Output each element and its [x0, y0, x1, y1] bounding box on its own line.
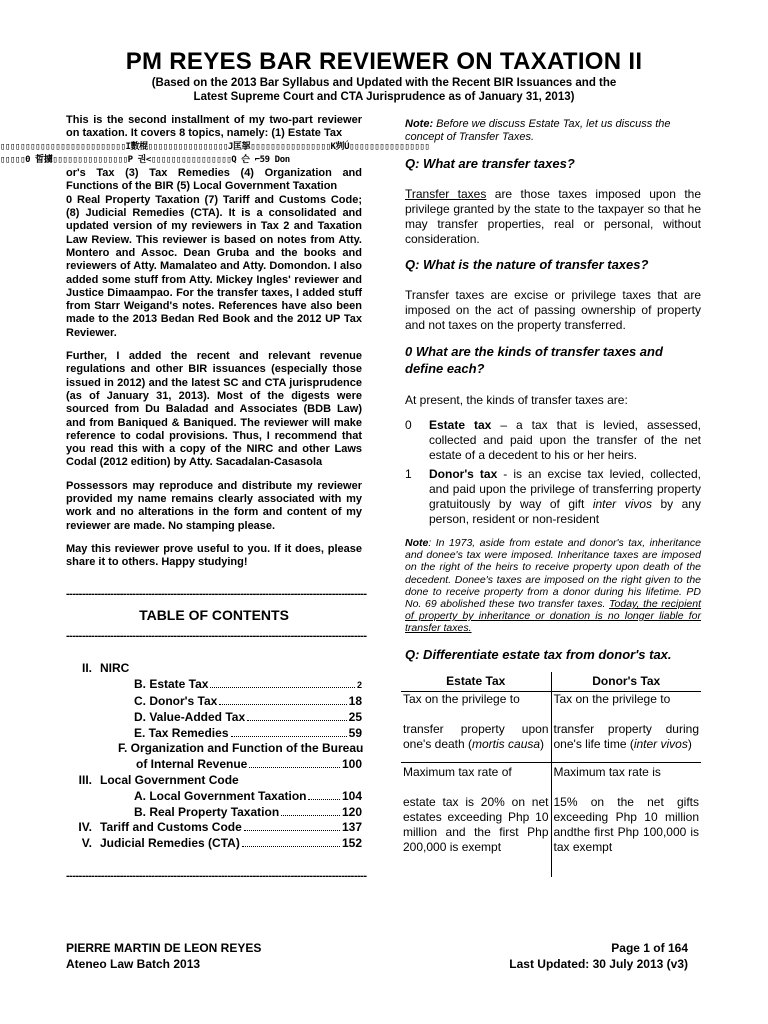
toc-entry-page: 104 [341, 788, 362, 803]
list-item-number: 1 [405, 467, 412, 481]
comparison-table [401, 672, 701, 877]
intro-note [405, 118, 701, 144]
toc-entry-page: 18 [348, 693, 362, 708]
toc-leader-dots [308, 799, 339, 800]
toc-entry [66, 677, 362, 694]
footer-right [509, 940, 688, 972]
cell-line: Maximum tax rate of [403, 764, 512, 779]
toc-entry-number: V. [81, 836, 92, 851]
document-title: PM REYES BAR REVIEWER ON TAXATION II [125, 48, 643, 75]
intro-text-b: or's Tax (3) Tax Remedies (4) Organization and Functions of the BIR (5) Local Government Taxation [66, 167, 362, 193]
list-item-number: 0 [405, 418, 412, 432]
intro-text-c: 0 Real Property Taxation (7) Tariff and Customs Code; (8) Judicial Remedies (CTA). It is a consolidated and updated version of my reviewers in Tax 2 and Taxation Law Review. This reviewer is based on notes from Atty. Montero and Assoc. Dean Gruba and the books and reviewers of Atty. Mamalateo and Atty. Domondon. I also added some stuff from Atty. Mickey Ingles' reviewer and Justice Dimaampao. For the transfer taxes, I added stuff from Starr Weigand's notes. References have also been made to the 2013 Bedan Red Book and the 2012 UP Tax Reviewer. [66, 193, 362, 339]
table-cell [401, 762, 551, 877]
list-item [405, 467, 701, 527]
cell-line [554, 722, 700, 752]
toc-entry [66, 773, 362, 789]
toc-leader-dots [242, 846, 340, 847]
toc-entry-page: 59 [348, 725, 362, 740]
list-item-definition: - is an excise tax levied, collected, and paid upon the privilege of transferring property gratuitously by way of gift [429, 467, 701, 511]
toc-entry-page: 137 [341, 820, 362, 835]
toc-entry-page: 120 [341, 804, 362, 819]
list-item [405, 418, 701, 463]
toc-entry-label: B. Real Property Taxation [134, 804, 280, 819]
toc-entry [66, 694, 362, 710]
toc-entry [66, 789, 362, 805]
toc-entry-label: A. Local Government Taxation [134, 788, 307, 803]
right-column [405, 118, 701, 877]
cell-line: 15% on the net gifts exceeding Php 10 million andthe first Php 100,000 is tax exempt [553, 794, 699, 854]
question-1: Q: What are transfer taxes? [405, 156, 575, 171]
toc-entry-page: 152 [341, 836, 362, 851]
divider-bottom: ----------------------------------------------------------------------------------------------- [66, 869, 367, 882]
toc-entry-label: of Internal Revenue [136, 757, 248, 772]
table-of-contents [66, 661, 362, 852]
toc-leader-dots [249, 767, 340, 768]
subtitle-line-2: Latest Supreme Court and CTA Jurisprudence as of January 31, 2013) [193, 91, 575, 103]
toc-entry-number: IV. [78, 820, 92, 835]
toc-entry-page: 25 [348, 709, 362, 724]
toc-entry [66, 836, 362, 852]
question-2: Q: What is the nature of transfer taxes? [405, 257, 649, 272]
toc-leader-dots [231, 736, 347, 737]
toc-entry-label: F. Organization and Function of the Bureau [118, 741, 364, 756]
toc-entry-page: 2 [356, 680, 362, 691]
sources-paragraph: Further, I added the recent and relevant revenue regulations and other BIR issuances (especially those issued in 2012) and the latest SC and CTA jurisprudence (as of January 31, 2013). Most of the digests were sourced from Du Baladad and Associates (BDB Law) and from Baniqued & Baniqued. The reviewer will make reference to codal provisions. Thus, I recommend that you read this with a copy of the NIRC and other Laws Codal (2012 edition) by Atty. Sacadalan-Casasola [66, 350, 362, 469]
list-item-text [429, 418, 701, 463]
answer-1 [405, 187, 701, 247]
cell-text: transfer property upon one's death ( [403, 721, 549, 751]
footer-author: PIERRE MARTIN DE LEON REYES [66, 941, 262, 955]
footer-page-number: Page 1 of 164 [611, 941, 688, 955]
toc-entry [66, 726, 362, 742]
toc-entry [66, 757, 362, 773]
cell-text: transfer property during one's life time ( [553, 721, 699, 751]
toc-entry-number: II. [81, 661, 92, 676]
footer-batch: Ateneo Law Batch 2013 [66, 957, 201, 971]
table-cell [551, 691, 701, 762]
toc-entry-page: 100 [341, 757, 362, 772]
toc-entry [66, 820, 362, 836]
cell-line: Tax on the privilege to [553, 691, 671, 706]
cell-line: estate tax is 20% on net estates exceeding Php 10 million and the first Php 200,000 is exempt [403, 794, 549, 854]
toc-leader-dots [247, 720, 347, 721]
toc-leader-dots [244, 830, 340, 831]
left-column [0, 114, 430, 883]
table-cell [401, 691, 551, 762]
answer-1-text: are those taxes imposed upon the privilege granted by the state to the taxpayer so that he may transfer properties, real or personal, without consideration. [405, 187, 701, 246]
divider-mid: ----------------------------------------------------------------------------------------------- [66, 630, 367, 643]
history-note [405, 537, 701, 635]
cell-line [403, 722, 549, 752]
toc-entry-label: NIRC [100, 661, 130, 676]
toc-entry-label: Judicial Remedies (CTA) [100, 836, 240, 851]
toc-entry-label: B. Estate Tax [134, 677, 209, 692]
question-3: 0 What are the kinds of transfer taxes and define each? [405, 344, 663, 376]
toc-entry-label: E. Tax Remedies [134, 725, 229, 740]
list-item-text [429, 467, 701, 527]
table-header-row [401, 672, 701, 692]
cell-line: Maximum tax rate is [553, 764, 661, 779]
intro-text-a: This is the second installment of my two-part reviewer on taxation. It covers 8 topics, namely: (1) Estate Tax [66, 114, 362, 140]
history-note-text: : In 1973, aside from estate and donor's tax, inheritance and donee's tax were imposed. Inheritance taxes are imposed on the right of the heirs to receive property upon death of the decedent. Donee's taxes are imposed on the right given to the done to receive property from a donor during his lifetime. PD No. 69 abolished these two transfer taxes. [405, 537, 701, 611]
toc-entry-label: Tariff and Customs Code [100, 820, 242, 835]
footer-left [66, 940, 261, 972]
cell-text: ) [540, 736, 545, 751]
note-text: Before we discuss Estate Tax, let us discuss the concept of Transfer Taxes. [405, 118, 671, 143]
footer-last-updated: Last Updated: 30 July 2013 (v3) [509, 957, 688, 971]
answer-3: At present, the kinds of transfer taxes are: [405, 393, 628, 407]
cell-italic: mortis causa [472, 736, 541, 751]
toc-entry-label: C. Donor's Tax [134, 693, 218, 708]
answer-2: Transfer taxes are excise or privilege taxes that are imposed on the act of passing ownership of property and not taxes on the property transferred. [405, 288, 701, 332]
question-4: Q: Differentiate estate tax from donor's tax. [405, 646, 672, 662]
kinds-list [405, 418, 701, 527]
toc-leader-dots [219, 704, 346, 705]
list-item-italic: inter vivos [592, 497, 652, 511]
note-label: Note: [405, 118, 434, 130]
table-row [401, 691, 701, 762]
subtitle-line-1: (Based on the 2013 Bar Syllabus and Updated with the Recent BIR Issuances and the [151, 77, 617, 89]
list-item-term: Donor's tax [429, 467, 498, 481]
table-header-estate: Estate Tax [401, 672, 551, 692]
toc-entry [66, 661, 362, 677]
closing-paragraph: May this reviewer prove useful to you. If it does, please share it to others. Happy studying! [66, 542, 362, 569]
garbled-text-line-2: ▯▯▯▯▯0 晢擄▯▯▯▯▯▯▯▯▯▯▯▯▯▯▯P 권<▯▯▯▯▯▯▯▯▯▯▯▯▯▯▯▯Q 슨 ⌐59 Don [0, 154, 290, 165]
toc-entry [66, 805, 362, 821]
toc-leader-dots [210, 687, 355, 688]
history-note-underlined: Today, the recipient of property by inheritance or donation is no longer liable for transfer taxes. [405, 598, 701, 635]
answer-1-term: Transfer taxes [405, 187, 487, 201]
list-item-term: Estate tax [429, 418, 492, 432]
list-item-definition: – a tax that is levied, assessed, collected and paid upon the transfer of the net estate of a decedent to his or her heirs. [429, 418, 702, 462]
document-subtitle [60, 76, 708, 104]
toc-entry-number: III. [78, 772, 92, 787]
toc-leader-dots [281, 815, 340, 816]
table-row [401, 762, 701, 877]
list-item-tail: by any person, resident or non-resident [429, 497, 701, 526]
intro-paragraph [66, 114, 362, 141]
toc-entry-label: D. Value-Added Tax [134, 709, 246, 724]
table-cell [551, 762, 701, 877]
cell-text: ) [687, 736, 692, 751]
history-note-label: Note [405, 537, 429, 549]
table-header-donor: Donor's Tax [551, 672, 701, 692]
toc-entry [66, 710, 362, 726]
toc-entry-label: Local Government Code [100, 772, 239, 787]
toc-entry [66, 741, 362, 757]
toc-title: TABLE OF CONTENTS [139, 606, 289, 623]
divider-top: ----------------------------------------------------------------------------------------------- [66, 587, 367, 600]
garbled-text-line-1: ▯▯▯▯▯▯▯▯▯▯▯▯▯▯▯▯▯▯▯▯▯▯▯▯▯I數棍▯▯▯▯▯▯▯▯▯▯▯▯▯▯▯▯J匡挐▯▯▯▯▯▯▯▯▯▯▯▯▯▯▯▯K刿Ú▯▯▯▯▯▯▯▯▯▯▯▯▯▯▯▯ [0, 141, 430, 152]
cell-italic: inter vivos [633, 736, 688, 751]
license-paragraph: Possessors may reproduce and distribute my reviewer provided my name remains clearly associated with my work and no alterations in the form and content of my reviewer are made. No stamping please. [66, 479, 362, 532]
cell-line: Tax on the privilege to [403, 691, 520, 706]
